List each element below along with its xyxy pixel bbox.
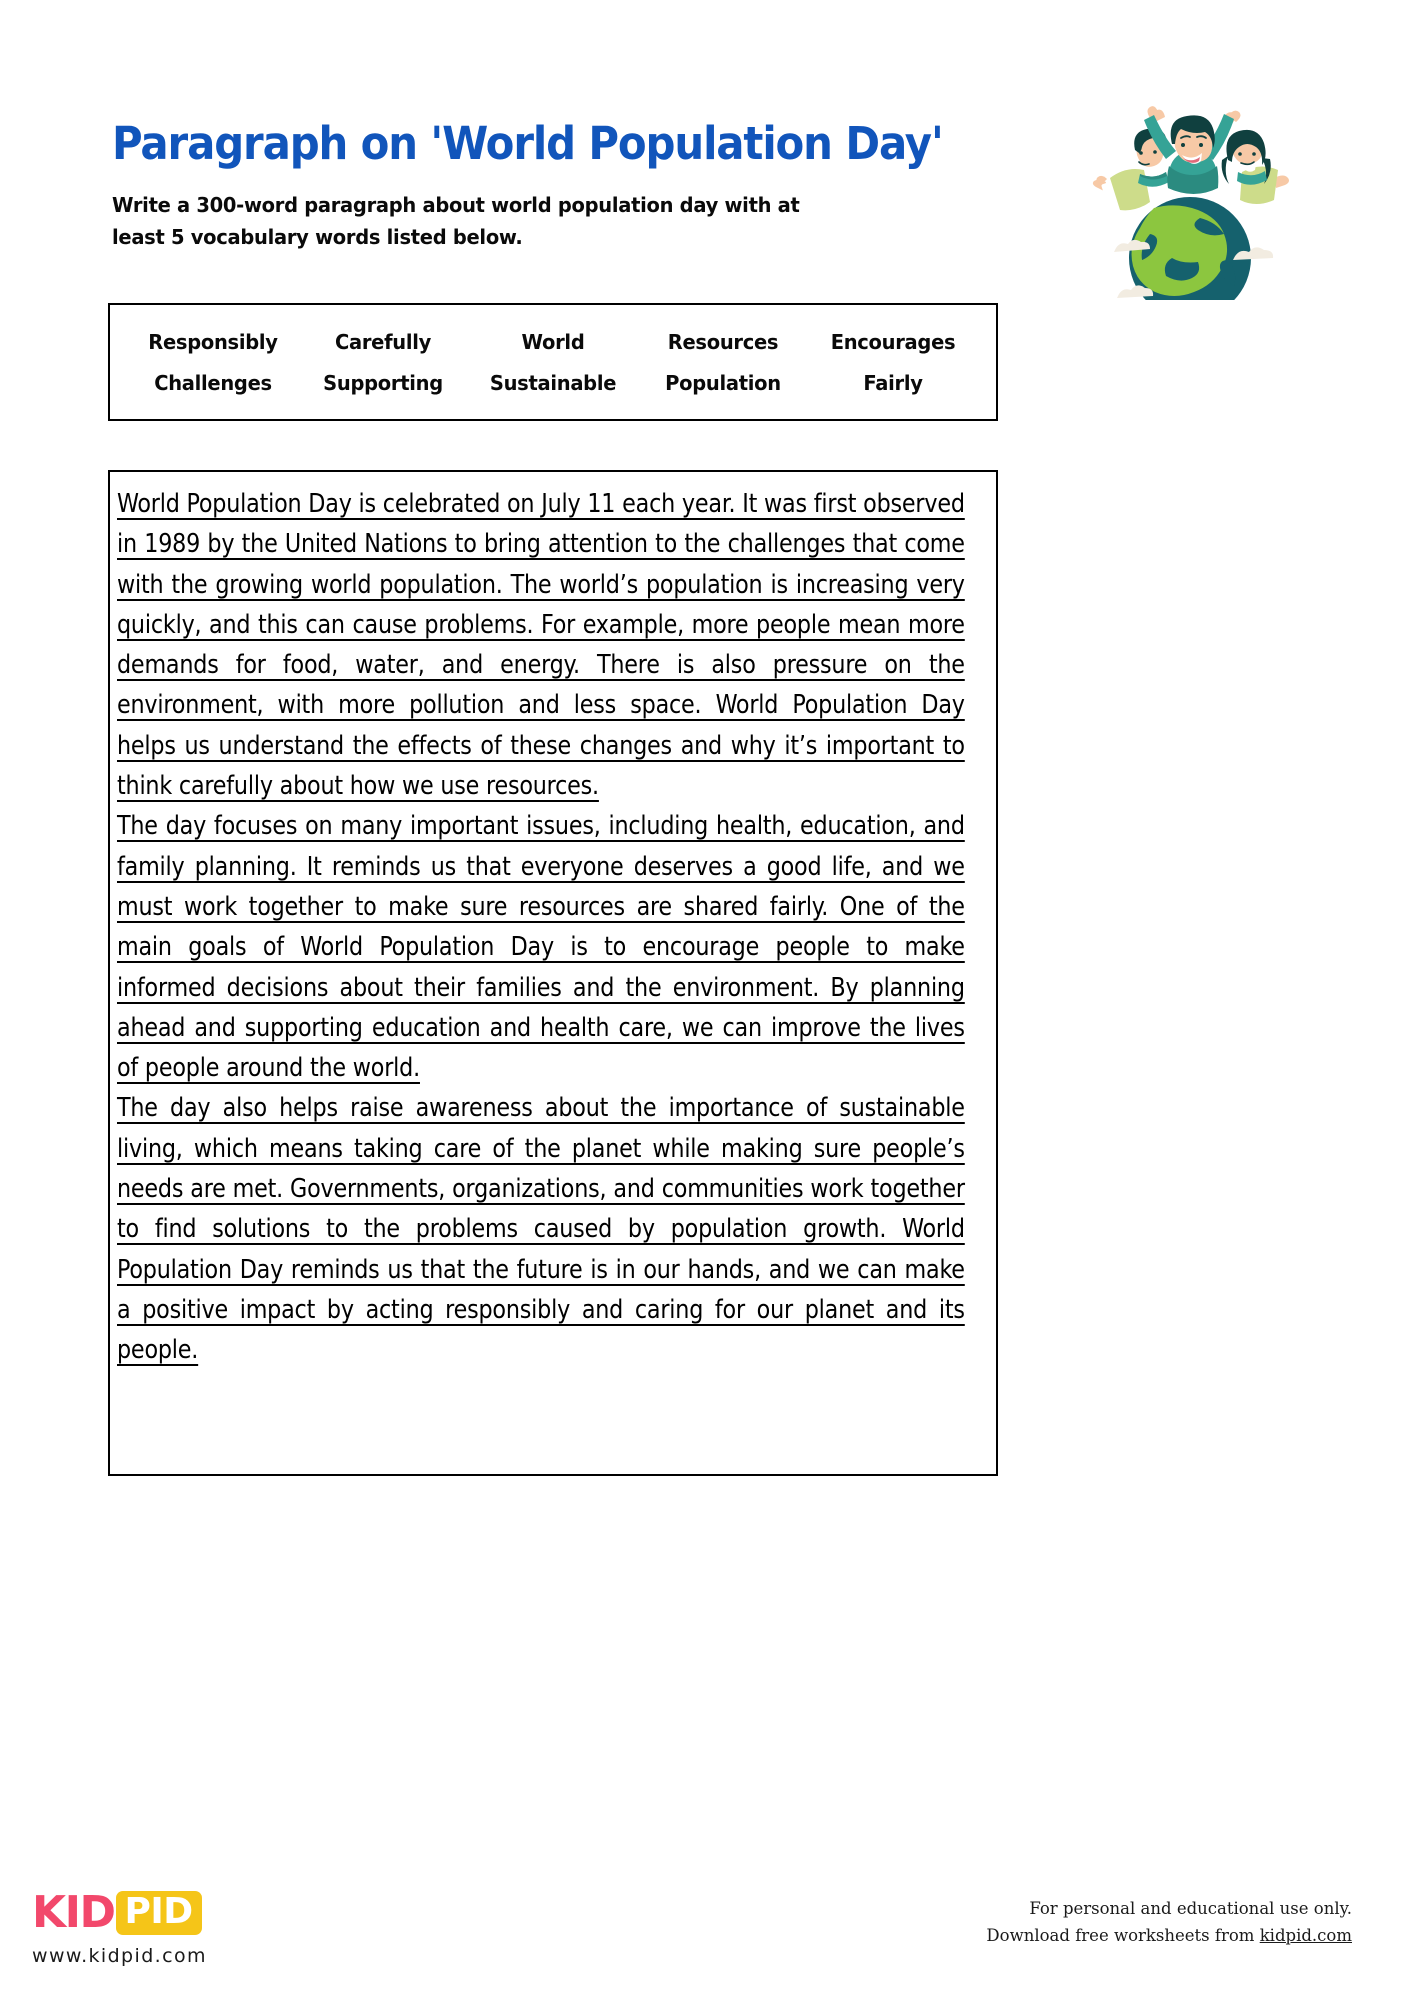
paragraph-block: The day focuses on many important issues, including health, education, and family planning. It reminds us that everyone deserves a good life, and we must work together to make sure resources are shared fairly. One of the main goals of World Population Day is to encourage people to make informed decisions about their families and the environment. By planning ahead and supporting education and health care, we can improve the lives of people around the world. [117,811,965,1084]
paragraph-block: The day also helps raise awareness about the importance of sustainable living, which means taking care of the planet while making sure people’s needs are met. Governments, organizations, and communities work together to find solutions to the problems caused by population growth. World Population Day reminds us that the future is in our hands, and we can make a positive impact by acting responsibly and caring for our planet and its people. [117,1093,965,1366]
vocabulary-word: Resources [667,329,779,354]
logo-website-url: www.kidpid.com [32,1945,207,1967]
globe-icon [1114,197,1273,300]
vocabulary-word-bank [108,303,998,421]
vocabulary-row [110,330,996,354]
paragraph-block: World Population Day is celebrated on July 11 each year. It was first observed in 1989 by the United Nations to bring attention to the challenges that come with the growing world population. The world’s population is increasing very quickly, and this can cause problems. For example, more people mean more demands for food, water, and energy. There is also pressure on the environment, with more pollution and less space. World Population Day helps us understand the effects of these changes and why it’s important to think carefully about how we use resources. [117,489,965,802]
instructions-text: Write a 300-word paragraph about world population day with at least 5 vocabulary words listed below. [112,192,800,249]
vocabulary-word: Encourages [830,329,956,354]
vocabulary-row [110,371,996,395]
vocabulary-word: Population [665,370,781,395]
answer-paragraph-box[interactable] [108,470,998,1476]
vocabulary-word: Sustainable [489,370,617,395]
vocabulary-word: Supporting [323,370,443,395]
kidpid-logo[interactable] [32,1888,332,1967]
vocabulary-word: Carefully [334,329,432,354]
vocabulary-word: Responsibly [148,329,278,354]
logo-mark [32,1888,332,1938]
footer-note-line2 [986,1922,1352,1949]
child-right [1222,130,1289,204]
logo-kid-text: KID [32,1887,115,1938]
vocabulary-word: Challenges [154,370,272,395]
vocabulary-word: Fairly [863,370,923,395]
footer-kidpid-link[interactable]: kidpid.com [1259,1926,1352,1946]
vocabulary-word: World [521,329,585,354]
footer-usage-note [986,1895,1352,1949]
page-title: Paragraph on 'World Population Day' [112,117,943,170]
logo-pid-text: PID [116,1891,202,1935]
children-with-globe-illustration [1082,100,1297,300]
footer-note-line1: For personal and educational use only. [1029,1899,1352,1918]
footer-note-prefix: Download free worksheets from [986,1926,1260,1946]
